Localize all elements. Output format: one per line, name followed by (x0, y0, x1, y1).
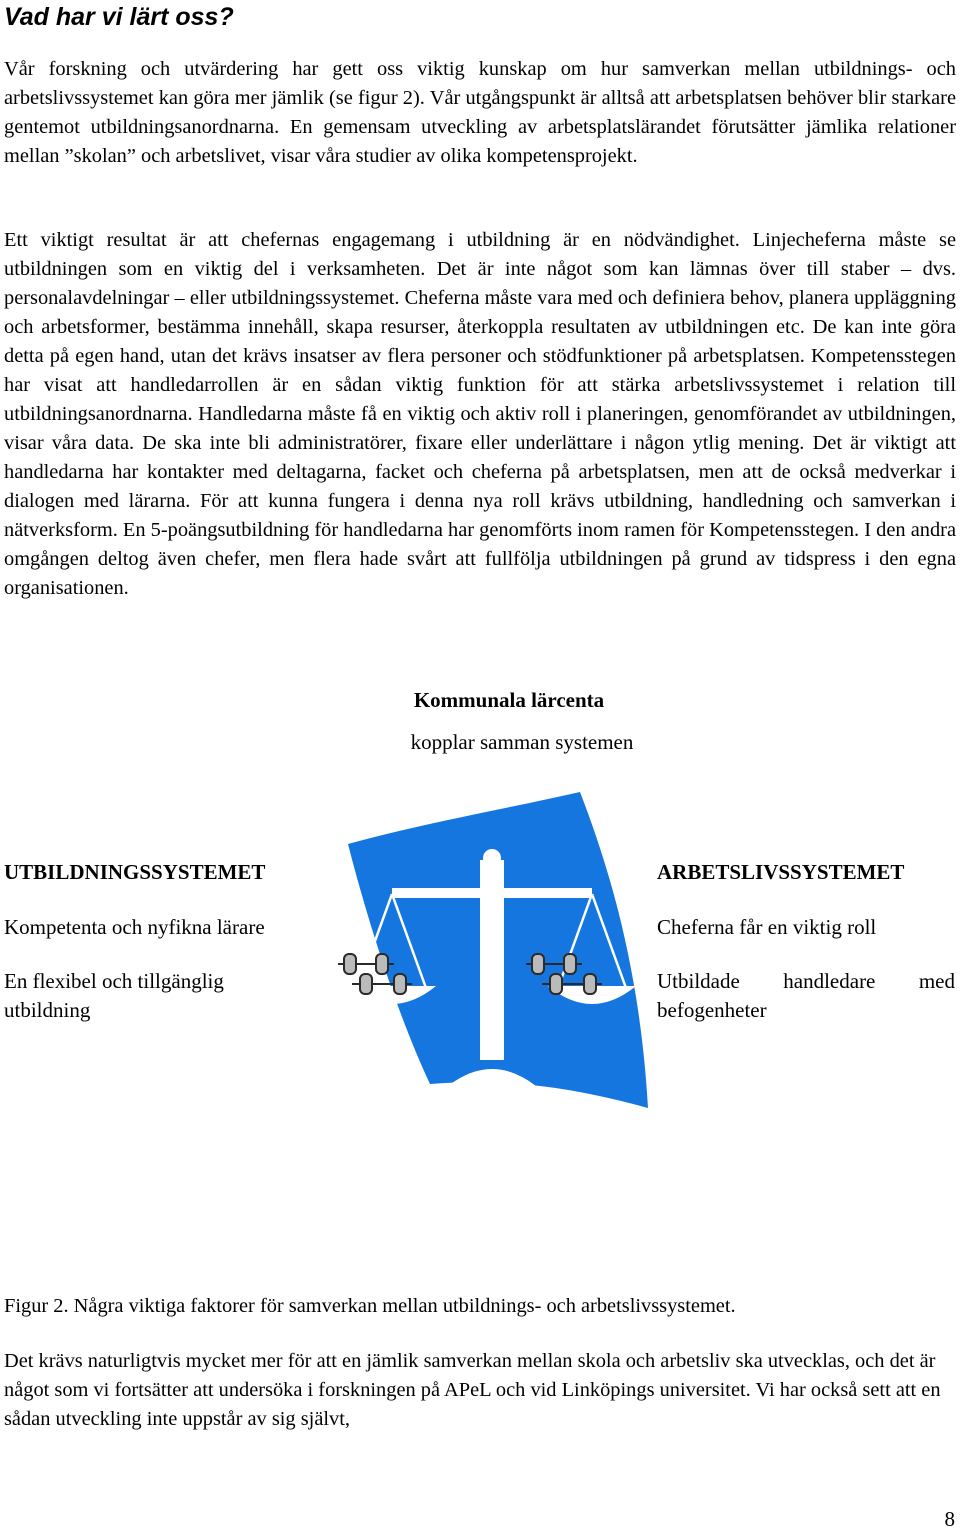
balance-scale-graphic (330, 790, 656, 1108)
page-number: 8 (944, 1507, 955, 1531)
paragraph-results: Ett viktigt resultat är att chefernas engagemang i utbildning är en nödvändighet. Linjecheferna måste se utbildningen som en viktig del i verksamheten. Det är inte något som kan lämnas över till staber – dvs. personalavdelningar – eller utbildningssystemet. Cheferna måste vara med och definiera behov, planera uppläggning och arbetsformer, bestämma innehåll, skapa resurser, återkoppla resultaten av utbildningen etc. De kan inte göra detta på egen hand, utan det krävs insatser av flera personer och stödfunktioner på arbetsplatsen. Kompetensstegen har visat att handledarrollen är en sådan viktig funktion för att stärka arbetslivssystemet i relation till utbildningsanordnarna. Handledarna måste få en viktig och aktiv roll i planeringen, genomförandet av utbildningen, visar våra data. De ska inte bli administratörer, fixare eller underlättare i någon ytlig mening. Det är viktigt att handledarna har kontakter med deltagarna, facket och cheferna på arbetsplatsen, men att de också medverkar i dialogen med lärarna. För att kunna fungera i denna nya roll krävs utbildning, handledning och samverkan i nätverksform. En 5-poängsutbildning för handledarna har genomförts inom ramen för Kompetensstegen. I den andra omgången deltog även chefer, men flera hade svårt att fullfölja utbildningen på grund av tidspress i den egna organisationen. (4, 229, 956, 599)
figure-subtitle: kopplar samman systemen (410, 730, 634, 754)
section-heading: Vad har vi lärt oss? (4, 3, 234, 31)
right-item-supervisors: Utbildade handledare med befogenheter (657, 969, 955, 1022)
figure-title: Kommunala lärcenta (413, 688, 605, 712)
left-system-title: UTBILDNINGSSYSTEMET (4, 860, 266, 884)
paragraph-conclusion: Det krävs naturligtvis mycket mer för att en jämlik samverkan mellan skola och arbetsliv ska utvecklas, och det är något som vi fortsätter att undersöka i forskningen på APeL och vid Linköpings universitet. Vi har också sett att en sådan utveckling inte uppstår av sig självt, (4, 1350, 941, 1430)
left-item-flexible-education: En flexibel och tillgänglig utbildning (4, 969, 224, 1022)
paragraph-intro: Vår forskning och utvärdering har gett oss viktig kunskap om hur samverkan mellan utbildnings- och arbetslivssystemet kan göra mer jämlik (se figur 2). Vår utgångspunkt är alltså att arbetsplatsen behöver blir starkare gentemot utbildningsanordnarna. En gemensam utveckling av arbetsplatslärandet förutsätter jämlika relationer mellan ”skolan” och arbetslivet, visar våra studier av olika kompetensprojekt. (4, 58, 956, 167)
left-item-teachers: Kompetenta och nyfikna lärare (4, 915, 265, 939)
figure-caption: Figur 2. Några viktiga faktorer för samverkan mellan utbildnings- och arbetslivssystemet. (4, 1295, 736, 1317)
right-system-title: ARBETSLIVSSYSTEMET (657, 860, 905, 884)
right-item-managers: Cheferna får en viktig roll (657, 915, 877, 939)
